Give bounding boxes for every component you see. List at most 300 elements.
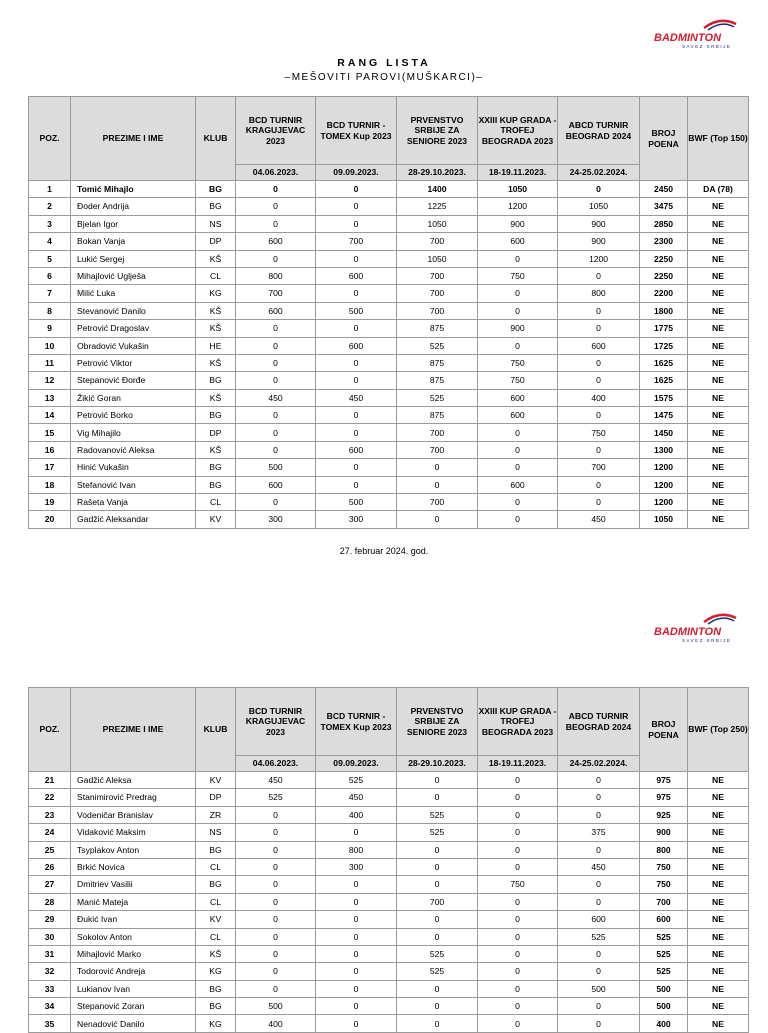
cell-t4: 0 — [478, 945, 558, 962]
table-row — [29, 893, 749, 910]
cell-t1: 0 — [236, 424, 316, 441]
cell-club: KŠ — [196, 320, 236, 337]
cell-bwf: NE — [688, 372, 749, 389]
header-club: KLUB — [196, 97, 236, 181]
table-row — [29, 459, 749, 476]
cell-t1: 500 — [236, 459, 316, 476]
cell-name: Tomić Mihajlo — [71, 181, 196, 198]
table-row — [29, 302, 749, 319]
table-row — [29, 980, 749, 997]
header-date-4: 18-19.11.2023. — [478, 756, 558, 772]
cell-name: Bjelan Igor — [71, 215, 196, 232]
cell-name: Obradović Vukašin — [71, 337, 196, 354]
table-row — [29, 441, 749, 458]
cell-t3: 875 — [397, 354, 478, 371]
cell-t4: 1050 — [478, 181, 558, 198]
cell-t1: 700 — [236, 285, 316, 302]
cell-pos: 22 — [29, 789, 71, 806]
cell-t2: 525 — [316, 772, 397, 789]
cell-bwf: NE — [688, 1015, 749, 1032]
cell-t2: 0 — [316, 285, 397, 302]
table-row — [29, 963, 749, 980]
cell-t1: 500 — [236, 998, 316, 1015]
cell-t5: 900 — [558, 233, 640, 250]
cell-bwf: NE — [688, 285, 749, 302]
badminton-logo — [652, 610, 752, 644]
cell-bwf: NE — [688, 806, 749, 823]
cell-bwf: NE — [688, 998, 749, 1015]
cell-club: DP — [196, 789, 236, 806]
cell-t3: 525 — [397, 337, 478, 354]
cell-t4: 0 — [478, 1015, 558, 1032]
cell-name: Lukianov Ivan — [71, 980, 196, 997]
cell-pos: 30 — [29, 928, 71, 945]
cell-t5: 0 — [558, 407, 640, 424]
svg-text:BADMINTON: BADMINTON — [654, 32, 722, 44]
cell-t3: 525 — [397, 963, 478, 980]
cell-pos: 5 — [29, 250, 71, 267]
cell-bwf: NE — [688, 215, 749, 232]
cell-club: KŠ — [196, 441, 236, 458]
cell-t5: 500 — [558, 980, 640, 997]
cell-t3: 700 — [397, 285, 478, 302]
cell-t3: 0 — [397, 911, 478, 928]
cell-name: Petrović Dragoslav — [71, 320, 196, 337]
cell-pos: 26 — [29, 858, 71, 875]
cell-t1: 600 — [236, 476, 316, 493]
cell-club: DP — [196, 233, 236, 250]
cell-t3: 0 — [397, 980, 478, 997]
cell-club: KŠ — [196, 389, 236, 406]
cell-t3: 0 — [397, 1015, 478, 1032]
cell-t3: 0 — [397, 841, 478, 858]
cell-bwf: NE — [688, 320, 749, 337]
cell-t3: 700 — [397, 441, 478, 458]
cell-t3: 0 — [397, 928, 478, 945]
cell-club: DP — [196, 424, 236, 441]
cell-t4: 750 — [478, 267, 558, 284]
cell-t5: 0 — [558, 476, 640, 493]
cell-t2: 0 — [316, 928, 397, 945]
cell-club: NS — [196, 215, 236, 232]
header-pos: POZ. — [29, 688, 71, 772]
cell-t5: 0 — [558, 876, 640, 893]
cell-t2: 0 — [316, 250, 397, 267]
cell-t5: 600 — [558, 337, 640, 354]
cell-bwf: NE — [688, 511, 749, 528]
cell-club: KV — [196, 772, 236, 789]
cell-t2: 0 — [316, 181, 397, 198]
cell-total: 925 — [640, 806, 688, 823]
header-name: PREZIME I IME — [71, 688, 196, 772]
header-tournament-1: BCD TURNIR KRAGUJEVAC 2023 — [236, 97, 316, 165]
cell-bwf: NE — [688, 250, 749, 267]
cell-t5: 700 — [558, 459, 640, 476]
cell-t1: 300 — [236, 511, 316, 528]
cell-name: Brkić Novica — [71, 858, 196, 875]
cell-t5: 750 — [558, 424, 640, 441]
cell-bwf: NE — [688, 459, 749, 476]
table-row — [29, 476, 749, 493]
cell-t3: 525 — [397, 389, 478, 406]
cell-club: BG — [196, 459, 236, 476]
cell-t4: 0 — [478, 772, 558, 789]
cell-t5: 0 — [558, 998, 640, 1015]
table-row — [29, 824, 749, 841]
cell-pos: 7 — [29, 285, 71, 302]
cell-pos: 17 — [29, 459, 71, 476]
cell-pos: 13 — [29, 389, 71, 406]
header-tournament-5: ABCD TURNIR BEOGRAD 2024 — [558, 97, 640, 165]
header-tournament-3: PRVENSTVO SRBIJE ZA SENIORE 2023 — [397, 97, 478, 165]
cell-t1: 525 — [236, 789, 316, 806]
cell-t3: 0 — [397, 772, 478, 789]
cell-pos: 28 — [29, 893, 71, 910]
cell-t4: 0 — [478, 928, 558, 945]
cell-bwf: NE — [688, 858, 749, 875]
table-row — [29, 806, 749, 823]
cell-t4: 0 — [478, 963, 558, 980]
cell-bwf: NE — [688, 476, 749, 493]
cell-t4: 0 — [478, 980, 558, 997]
cell-bwf: NE — [688, 407, 749, 424]
page-title: RANG LISTA — [337, 57, 431, 69]
report-date: 27. februar 2024. god. — [339, 546, 429, 556]
cell-bwf: NE — [688, 945, 749, 962]
cell-name: Petrović Viktor — [71, 354, 196, 371]
cell-t3: 700 — [397, 267, 478, 284]
cell-t4: 0 — [478, 841, 558, 858]
cell-total: 1300 — [640, 441, 688, 458]
cell-t1: 0 — [236, 181, 316, 198]
cell-pos: 31 — [29, 945, 71, 962]
cell-t4: 600 — [478, 233, 558, 250]
cell-bwf: NE — [688, 494, 749, 511]
cell-pos: 21 — [29, 772, 71, 789]
cell-t5: 0 — [558, 806, 640, 823]
header-date-1: 04.06.2023. — [236, 165, 316, 181]
cell-t3: 700 — [397, 893, 478, 910]
cell-t1: 600 — [236, 233, 316, 250]
cell-t4: 750 — [478, 354, 558, 371]
cell-pos: 15 — [29, 424, 71, 441]
cell-t4: 0 — [478, 789, 558, 806]
cell-total: 1475 — [640, 407, 688, 424]
cell-name: Sokolov Anton — [71, 928, 196, 945]
cell-pos: 33 — [29, 980, 71, 997]
cell-t4: 0 — [478, 858, 558, 875]
cell-total: 1200 — [640, 459, 688, 476]
header-tournament-1: BCD TURNIR KRAGUJEVAC 2023 — [236, 688, 316, 756]
cell-t5: 0 — [558, 302, 640, 319]
cell-t2: 0 — [316, 876, 397, 893]
cell-pos: 9 — [29, 320, 71, 337]
table-row — [29, 320, 749, 337]
cell-t2: 0 — [316, 320, 397, 337]
cell-name: Milić Luka — [71, 285, 196, 302]
cell-t5: 600 — [558, 911, 640, 928]
cell-total: 600 — [640, 911, 688, 928]
cell-club: BG — [196, 407, 236, 424]
cell-t2: 0 — [316, 980, 397, 997]
cell-bwf: NE — [688, 876, 749, 893]
cell-t5: 1050 — [558, 198, 640, 215]
cell-t5: 450 — [558, 858, 640, 875]
cell-club: BG — [196, 476, 236, 493]
cell-pos: 4 — [29, 233, 71, 250]
cell-t1: 450 — [236, 389, 316, 406]
cell-bwf: NE — [688, 267, 749, 284]
cell-t4: 0 — [478, 424, 558, 441]
cell-t3: 525 — [397, 824, 478, 841]
cell-bwf: NE — [688, 824, 749, 841]
cell-club: CL — [196, 494, 236, 511]
cell-club: CL — [196, 893, 236, 910]
table-row — [29, 424, 749, 441]
cell-t5: 0 — [558, 267, 640, 284]
cell-bwf: NE — [688, 963, 749, 980]
cell-name: Vidaković Maksim — [71, 824, 196, 841]
header-date-2: 09.09.2023. — [316, 756, 397, 772]
table-row — [29, 841, 749, 858]
cell-bwf: NE — [688, 911, 749, 928]
cell-t2: 0 — [316, 354, 397, 371]
cell-t3: 700 — [397, 233, 478, 250]
cell-t4: 900 — [478, 215, 558, 232]
cell-t1: 450 — [236, 772, 316, 789]
cell-club: KG — [196, 1015, 236, 1032]
cell-club: KŠ — [196, 302, 236, 319]
header-total: BROJ POENA — [640, 97, 688, 181]
cell-bwf: NE — [688, 337, 749, 354]
cell-t1: 0 — [236, 354, 316, 371]
cell-t1: 0 — [236, 893, 316, 910]
svg-text:SAVEZ SRBIJE: SAVEZ SRBIJE — [682, 638, 732, 643]
cell-club: HE — [196, 337, 236, 354]
cell-t2: 0 — [316, 476, 397, 493]
cell-t1: 0 — [236, 806, 316, 823]
cell-name: Todorović Andreja — [71, 963, 196, 980]
cell-t5: 400 — [558, 389, 640, 406]
cell-bwf: NE — [688, 841, 749, 858]
cell-t3: 525 — [397, 806, 478, 823]
cell-bwf: NE — [688, 893, 749, 910]
table-row — [29, 233, 749, 250]
cell-name: Dmitriev Vasilii — [71, 876, 196, 893]
cell-total: 975 — [640, 789, 688, 806]
cell-t3: 875 — [397, 407, 478, 424]
table-row — [29, 267, 749, 284]
table-row — [29, 337, 749, 354]
table-row — [29, 928, 749, 945]
cell-total: 1450 — [640, 424, 688, 441]
table-row — [29, 511, 749, 528]
cell-t3: 0 — [397, 789, 478, 806]
cell-club: NS — [196, 824, 236, 841]
cell-total: 2450 — [640, 181, 688, 198]
cell-club: BG — [196, 198, 236, 215]
cell-bwf: NE — [688, 389, 749, 406]
cell-t4: 1200 — [478, 198, 558, 215]
cell-t5: 0 — [558, 1015, 640, 1032]
cell-total: 800 — [640, 841, 688, 858]
cell-t5: 0 — [558, 320, 640, 337]
cell-t2: 0 — [316, 998, 397, 1015]
cell-total: 400 — [640, 1015, 688, 1032]
cell-name: Vig Mihajilo — [71, 424, 196, 441]
cell-pos: 14 — [29, 407, 71, 424]
cell-t1: 0 — [236, 876, 316, 893]
table-row — [29, 407, 749, 424]
cell-t2: 300 — [316, 511, 397, 528]
cell-t2: 0 — [316, 1015, 397, 1032]
cell-club: BG — [196, 980, 236, 997]
cell-club: ZR — [196, 806, 236, 823]
header-tournament-2: BCD TURNIR - TOMEX Kup 2023 — [316, 688, 397, 756]
cell-pos: 6 — [29, 267, 71, 284]
cell-t2: 400 — [316, 806, 397, 823]
cell-pos: 18 — [29, 476, 71, 493]
header-date-2: 09.09.2023. — [316, 165, 397, 181]
cell-t4: 0 — [478, 911, 558, 928]
cell-total: 525 — [640, 945, 688, 962]
header-total: BROJ POENA — [640, 688, 688, 772]
cell-total: 750 — [640, 858, 688, 875]
page-subtitle: –MEŠOVITI PAROVI(MUŠKARCI)– — [284, 72, 484, 83]
cell-t1: 0 — [236, 824, 316, 841]
cell-t5: 0 — [558, 893, 640, 910]
cell-name: Lukić Sergej — [71, 250, 196, 267]
cell-t1: 0 — [236, 407, 316, 424]
cell-bwf: NE — [688, 198, 749, 215]
cell-t3: 0 — [397, 876, 478, 893]
cell-t2: 0 — [316, 459, 397, 476]
header-tournament-4: XXIII KUP GRADA - TROFEJ BEOGRADA 2023 — [478, 688, 558, 756]
cell-t1: 600 — [236, 302, 316, 319]
cell-t5: 375 — [558, 824, 640, 841]
cell-total: 1725 — [640, 337, 688, 354]
cell-t2: 0 — [316, 372, 397, 389]
cell-name: Radovanović Aleksa — [71, 441, 196, 458]
cell-bwf: NE — [688, 789, 749, 806]
table-row — [29, 250, 749, 267]
cell-t1: 0 — [236, 441, 316, 458]
cell-t3: 700 — [397, 424, 478, 441]
cell-club: BG — [196, 841, 236, 858]
cell-t2: 0 — [316, 824, 397, 841]
cell-t2: 0 — [316, 215, 397, 232]
header-bwf: BWF (Top 150) — [688, 97, 749, 181]
cell-t1: 0 — [236, 320, 316, 337]
cell-t4: 0 — [478, 459, 558, 476]
cell-t5: 900 — [558, 215, 640, 232]
cell-total: 1575 — [640, 389, 688, 406]
cell-pos: 35 — [29, 1015, 71, 1032]
cell-name: Hinić Vukašin — [71, 459, 196, 476]
header-date-1: 04.06.2023. — [236, 756, 316, 772]
cell-total: 750 — [640, 876, 688, 893]
cell-t3: 700 — [397, 494, 478, 511]
cell-name: Mihajlović Uglješa — [71, 267, 196, 284]
cell-t3: 0 — [397, 858, 478, 875]
cell-t1: 0 — [236, 911, 316, 928]
cell-total: 1625 — [640, 354, 688, 371]
cell-t1: 400 — [236, 1015, 316, 1032]
cell-pos: 29 — [29, 911, 71, 928]
table-row — [29, 876, 749, 893]
cell-t3: 1400 — [397, 181, 478, 198]
cell-t1: 0 — [236, 250, 316, 267]
header-date-3: 28-29.10.2023. — [397, 165, 478, 181]
table-row — [29, 772, 749, 789]
cell-t4: 750 — [478, 372, 558, 389]
cell-t4: 600 — [478, 389, 558, 406]
cell-t3: 1050 — [397, 250, 478, 267]
header-bwf: BWF (Top 250) — [688, 688, 749, 772]
cell-pos: 10 — [29, 337, 71, 354]
cell-pos: 19 — [29, 494, 71, 511]
cell-name: Stepanović Đorđe — [71, 372, 196, 389]
cell-t4: 0 — [478, 824, 558, 841]
table-row — [29, 858, 749, 875]
cell-pos: 1 — [29, 181, 71, 198]
cell-t3: 875 — [397, 372, 478, 389]
cell-name: Bokan Vanja — [71, 233, 196, 250]
cell-t4: 0 — [478, 250, 558, 267]
ranking-table-2 — [28, 687, 749, 1033]
header-tournament-5: ABCD TURNIR BEOGRAD 2024 — [558, 688, 640, 756]
cell-name: Gadžić Aleksandar — [71, 511, 196, 528]
cell-total: 1775 — [640, 320, 688, 337]
cell-t5: 0 — [558, 181, 640, 198]
cell-total: 2200 — [640, 285, 688, 302]
cell-total: 500 — [640, 980, 688, 997]
cell-t5: 0 — [558, 841, 640, 858]
cell-t5: 0 — [558, 789, 640, 806]
cell-bwf: NE — [688, 928, 749, 945]
cell-t1: 0 — [236, 494, 316, 511]
cell-total: 1800 — [640, 302, 688, 319]
cell-name: Stanimirović Predrag — [71, 789, 196, 806]
table-row — [29, 198, 749, 215]
cell-total: 2250 — [640, 250, 688, 267]
cell-pos: 2 — [29, 198, 71, 215]
cell-t1: 0 — [236, 945, 316, 962]
cell-total: 975 — [640, 772, 688, 789]
cell-t3: 0 — [397, 998, 478, 1015]
cell-t2: 0 — [316, 963, 397, 980]
cell-total: 2850 — [640, 215, 688, 232]
cell-club: CL — [196, 267, 236, 284]
cell-t5: 0 — [558, 772, 640, 789]
cell-bwf: NE — [688, 354, 749, 371]
cell-t3: 0 — [397, 476, 478, 493]
table-row — [29, 181, 749, 198]
header-name: PREZIME I IME — [71, 97, 196, 181]
cell-t2: 0 — [316, 407, 397, 424]
cell-club: CL — [196, 928, 236, 945]
cell-name: Stefanović Ivan — [71, 476, 196, 493]
cell-t1: 0 — [236, 372, 316, 389]
table-row — [29, 998, 749, 1015]
cell-t1: 0 — [236, 928, 316, 945]
cell-name: Stepanović Zoran — [71, 998, 196, 1015]
cell-name: Gadžić Aleksa — [71, 772, 196, 789]
cell-pos: 23 — [29, 806, 71, 823]
cell-club: BG — [196, 998, 236, 1015]
cell-t2: 0 — [316, 911, 397, 928]
cell-t2: 700 — [316, 233, 397, 250]
